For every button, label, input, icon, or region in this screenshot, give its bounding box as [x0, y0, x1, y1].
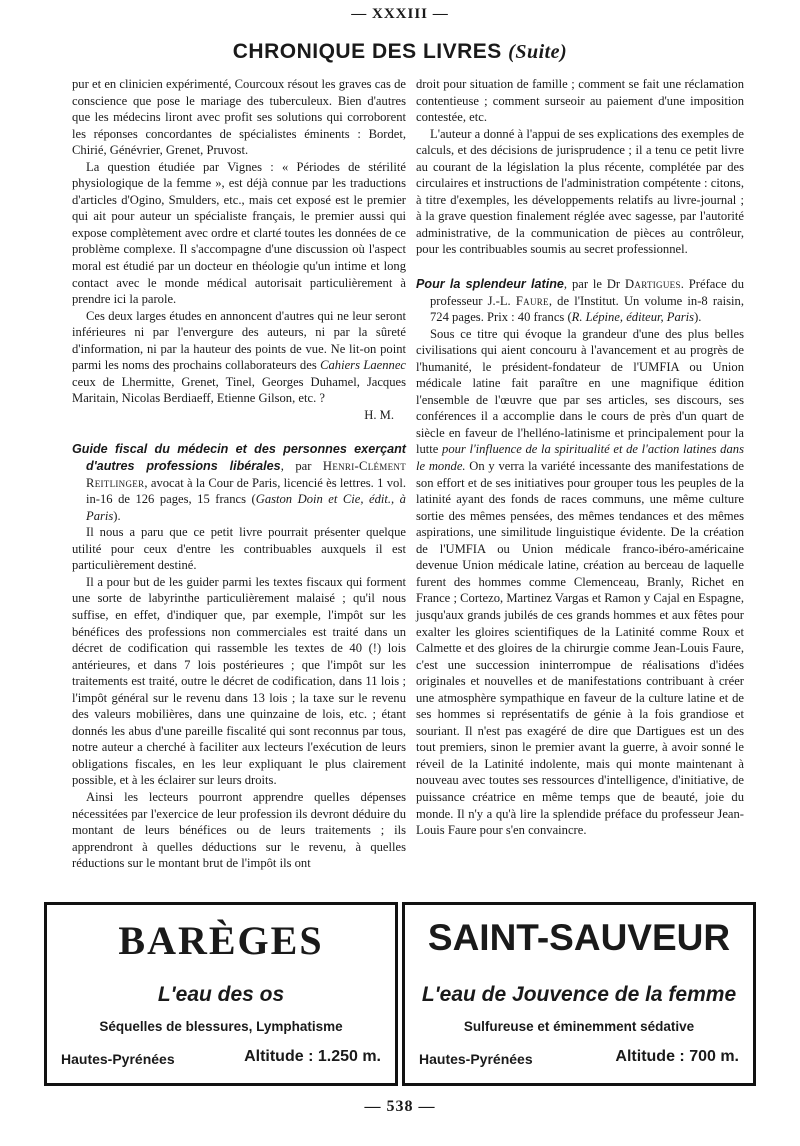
- ad-subtitle: Sulfureuse et éminemment sédative: [463, 1019, 695, 1034]
- page-number: — 538 —: [364, 1098, 436, 1115]
- section-title: CHRONIQUE DES LIVRES: [232, 40, 502, 63]
- ad-altitude: Altitude : 700 m.: [615, 1048, 739, 1065]
- paragraph: Ces deux larges études en annoncent d'autres qui ne leur seront inférieures ni par l'envergure des auteurs, ni par la sûreté d'information, ni par la hauteur des points de vue. Ne lit-on point parmi les noms des prochains collaborateurs des Cahiers Laennec ceux de Lhermitte, Grenet, Tinel, Georges Duhamel, Jacques Maritain, Nicolas Berdiaeff, Etienne Gilson, etc. ?: [72, 308, 407, 406]
- advertisements: [44, 902, 756, 1092]
- signature: H. M.: [364, 407, 394, 422]
- review-author: Henri-Clément Reitlinger: [86, 459, 406, 490]
- ad-altitude: Altitude : 1.250 m.: [244, 1048, 381, 1065]
- paragraph: L'auteur a donné à l'appui de ses explications des exemples de calculs, et des décisions de jurisprudence ; il a tenu ce petit livre au courant de la législation la plus récente, complétée par des circulaires et instructions de l'administration compétente : citons, à titre d'exemples, les développements relatifs au livre-journal ; à la grave question finalement réglée avec sagesse, par l'autorité administrative, de la communication de pièces au contrôleur, pour les contribuables soumis au secret professionnel.: [416, 126, 744, 257]
- folio-roman: — XXXIII —: [351, 6, 449, 22]
- section-suite: (Suite): [508, 41, 568, 63]
- ad-name: BARÈGES: [118, 918, 324, 963]
- review-heading: Pour la splendeur latine, par le Dr Dartigues. Préface du professeur J.-L. Faure, de l'Institut. Un volume in-8 raisin, 724 pages. Prix : 40 francs (R. Lépine, éditeur, Paris).: [416, 277, 744, 325]
- paragraph: Il a pour but de les guider parmi les textes fiscaux qui forment une sorte de labyrinthe particulièrement malaisé ; qu'il nous suffise, en effet, d'indiquer que, par exemple, l'impôt sur les bénéfices des professions non commerciales est traité dans un décret de codification qui rassemble les textes de 40 (!) lois antérieures, et dans 7 lois postérieures ; que l'impôt sur les traitements est traité, outre le décret de codification, dans 11 lois ; l'impôt général sur le revenu dans 13 lois ; la taxe sur le revenu des valeurs mobilières, dans une quinzaine de lois, etc. ; étant donnés les abus d'une pareille fiscalité qui sont reconnus par tous, notre auteur a cherché à faciliter aux lecteurs l'exécution de leurs obligations fiscales, en les leur expliquant le plus clairement possible, et à les éclairer sur leurs droits.: [72, 574, 406, 788]
- paragraph: Ainsi les lecteurs pourront apprendre quelles dépenses nécessitées par l'exercice de leur profession ils devront déduire du montant de leurs bénéfices ou de leurs traitements ; ils apprendront à quelles déductions sur le revenu, à quelles réductions sur le montant brut de l'impôt ils ont: [72, 789, 406, 871]
- paragraph: Il nous a paru que ce petit livre pourrait présenter quelque utilité pour ceux d'entre les contribuables auxquels il est particulièrement destiné.: [72, 525, 406, 573]
- ad-location: Hautes-Pyrénées: [419, 1051, 533, 1067]
- review-title: Pour la splendeur latine: [416, 277, 564, 292]
- paragraph: La question étudiée par Vignes : « Périodes de stérilité physiologique de la femme », est déjà connue par les traductions d'articles d'Ogino, Smulders, etc., mais cet exposé est le premier qui ait pour auteur un spécialiste français, le premier aussi qui expose complètement avec ordre et clarté toutes les données de ce problème complexe. Il s'accompagne d'une discussion où l'aspect moral est étudié par un docteur en théologie qu'un intime et long contact avec le monde médical autorisait particulièrement à prendre ici la parole.: [72, 159, 406, 307]
- review-title: Guide fiscal du médecin et des personnes exerçant d'autres professions libérales: [72, 442, 406, 474]
- review-author: Dartigues: [625, 277, 681, 292]
- paragraph: pur et en clinicien expérimenté, Courcoux résout les graves cas de conscience que pose le mariage des tuberculeux. Bien d'autres que les médecins liront avec profit ses solutions qui corroborent les réponses concordantes de spécialistes éminents : Bordet, Chirié, Génévrier, Grenet, Pruvost.: [72, 77, 406, 158]
- paragraph: droit pour situation de famille ; comment se fait une réclamation contentieuse ; comment surseoir au paiement d'une imposition contestée, etc.: [416, 77, 744, 125]
- ad-subtitle: Séquelles de blessures, Lymphatisme: [99, 1019, 343, 1034]
- paragraph: Sous ce titre qui évoque la grandeur d'une des plus belles civilisations qui aient concouru à l'avancement et au progrès de l'humanité, le président-fondateur de l'UMFIA ou Union médicale latine fait paraître en une magnifique édition l'ensemble de l'œuvre que par ses articles, ses discours, ses conférences il a accomplie dans le cours de près d'un quart de siècle en faveur de l'helléno-latinisme et principalement pour la lutte pour l'influence de la spiritualité et de l'action latines dans le monde. On y verra la variété incessante des manifestations de son effort et de ses initiatives pour grouper tous les peuples de la latinité ayant des fonds de races communs, une même culture sortie des mêmes pensées, des mêmes tendances et des mêmes aspirations, une similitude linguistique évidente. De la création de l'UMFIA ou Union médicale franco-ibéro-américaine devenue Union médicale latine, création au berceau de laquelle furent des hommes comme Clemenceau, Branly, Richet en France ; Cortezo, Martinez Vargas et Ramon y Cajal en Espagne, jusqu'aux grands jubilés de ces grands hommes et aux fêtes pour exalter les gloires scientifiques de la Latinité comme Roux et Calmette et des gloires de la chirurgie comme Jean-Louis Faure, c'est une succession ininterrompue de réalisations d'idées originales et nouvelles et de manifestations contribuant à créer une atmosphère sympathique en faveur de la culture latine et de ses hommes si représentatifs de génie à la fois grandiose et souriant. Il n'est pas exagéré de dire que Dartigues est un des tout premiers, sinon le premier avant la guerre, à avoir sonné le réveil de la Latinité indolente, mais qui monte maintenant à nouveau avec toutes ses ressources d'intelligence, d'initiative, de puissance créatrice en même temps que de beauté, joie du monde. Il n'y a qu'à lire la splendide préface du professeur Jean-Louis Faure pour s'en convaincre.: [416, 326, 745, 838]
- review-heading: Guide fiscal du médecin et des personnes exerçant d'autres professions libérales, par Henri-Clément Reitlinger, avocat à la Cour de Paris, licencié ès lettres. 1 vol. in-16 de 126 pages, 15 francs (Gaston Doin et Cie, édit., à Paris).: [72, 442, 406, 523]
- ad-tagline: L'eau de Jouvence de la femme: [421, 983, 737, 1006]
- section-header: [0, 40, 800, 64]
- left-column: [72, 76, 406, 872]
- ad-name: SAINT-SAUVEUR: [427, 917, 731, 958]
- ad-tagline: L'eau des os: [157, 983, 285, 1006]
- ad-saint-sauveur: [402, 902, 756, 1086]
- ad-location: Hautes-Pyrénées: [61, 1051, 175, 1067]
- right-column: [416, 76, 744, 839]
- ad-bareges: [44, 902, 398, 1086]
